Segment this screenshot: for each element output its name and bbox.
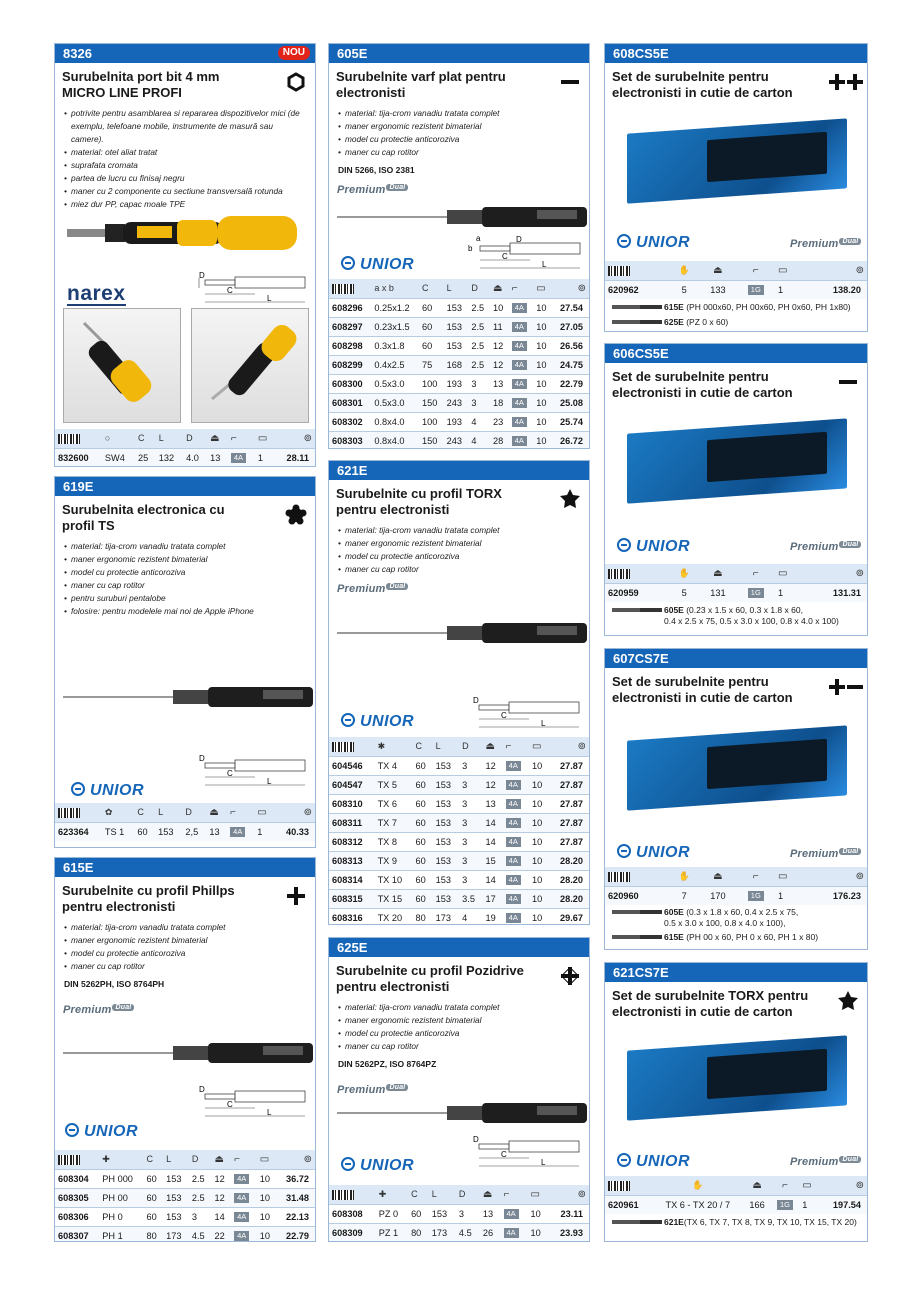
feature-list: • material: tija-crom vanadiu tratata complet • maner ergonomic rezistent bimaterial • model cu protectie anticoroziva • maner cu cap rotitor bbox=[329, 995, 589, 1053]
title-line-2: MICRO LINE PROFI bbox=[62, 85, 182, 100]
narex-logo: narex bbox=[67, 282, 126, 305]
feature-list: • material: tija-crom vanadiu tratata complet • maner ergonomic rezistent bimaterial • model cu protectie anticoroziva • maner cu cap rotitor • pentru suruburi pentalobe • folosire: pentru modelele mai noi de Apple iPhone bbox=[55, 534, 315, 618]
product-title: Surubelnite cu profil Phillps pentru electronisti bbox=[55, 877, 315, 915]
din-standard: DIN 5262PZ, ISO 8764PZ bbox=[338, 1059, 437, 1069]
set-box-image bbox=[627, 725, 847, 810]
weight-icon: ⏏ bbox=[207, 429, 228, 448]
dimension-diagram bbox=[195, 272, 310, 306]
unior-logo: UNIOR bbox=[617, 234, 690, 252]
feature-list bbox=[55, 101, 315, 211]
feature-list: • material: tija-crom vanadiu tratata complet • maner ergonomic rezistent bimaterial • model cu protectie anticoroziva • maner cu cap rotitor bbox=[55, 915, 315, 973]
new-badge: NOU bbox=[278, 46, 310, 60]
unior-logo: UNIOR bbox=[71, 782, 144, 800]
torx-icon bbox=[559, 488, 581, 510]
table-row: 608302 0.8x4.0 100 193 4 23 4A 10 25.74 bbox=[329, 412, 589, 431]
table-row: 608311 TX 7 60 153 3 14 4A 10 27.87 bbox=[329, 813, 589, 832]
svg-text:C: C bbox=[227, 769, 233, 778]
screwdriver-image bbox=[337, 618, 587, 648]
svg-text:D: D bbox=[199, 1086, 205, 1094]
premium-dual-logo: Premium Dual bbox=[790, 238, 861, 250]
set-table: ✋ ⏏ ⌐ ▭ ⊚ 620962 5 133 1G 1 138.20 bbox=[605, 261, 867, 299]
table-row: 608296 0.25x1.2 60 153 2.5 10 4A 10 27.54 bbox=[329, 298, 589, 317]
svg-text:D: D bbox=[199, 755, 205, 763]
table-row: 608305 PH 00 60 153 2.5 12 4A 10 31.48 bbox=[55, 1188, 315, 1207]
card-code: 625E bbox=[329, 938, 589, 957]
table-row: 608304 PH 000 60 153 2.5 12 4A 10 36.72 bbox=[55, 1169, 315, 1188]
premium-dual-logo: Premium Dual bbox=[790, 848, 861, 860]
premium-dual-logo: Premium Dual bbox=[337, 1084, 408, 1096]
count-icon: ✋ bbox=[669, 261, 699, 280]
table-row: 832600 SW4 25 132 4.0 13 4A 1 28.11 bbox=[55, 448, 315, 467]
screwdriver-image bbox=[63, 1038, 313, 1068]
table-row: 608313 TX 9 60 153 3 15 4A 10 28.20 bbox=[329, 851, 589, 870]
card-606CS5E bbox=[604, 343, 868, 636]
table-row: 608303 0.8x4.0 150 243 4 28 4A 10 26.72 bbox=[329, 431, 589, 449]
dim-d-label: D bbox=[199, 272, 205, 280]
table-row: 620961 TX 6 - TX 20 / 7 166 1G 1 197.54 bbox=[605, 1195, 867, 1214]
table-row: 608309 PZ 1 80 173 4.5 26 4A 10 23.93 bbox=[329, 1223, 589, 1242]
feature-item: • maner cu 2 componente cu sectiune transversală rotunda bbox=[64, 185, 307, 198]
card-605E bbox=[328, 43, 590, 449]
product-title: Set de surubelnite TORX pentru electronisti in cutie de carton bbox=[605, 982, 867, 1020]
col-d: D bbox=[183, 429, 207, 448]
slotted-icon bbox=[559, 71, 581, 93]
screwdriver-image bbox=[337, 202, 587, 232]
card-code: 606CS5E bbox=[605, 344, 867, 363]
product-title: Surubelnite cu profil Pozidrive pentru electronisti bbox=[329, 957, 589, 995]
table-row: 608306 PH 0 60 153 3 14 4A 10 22.13 bbox=[55, 1207, 315, 1226]
table-header bbox=[55, 429, 315, 448]
dim-l-label: L bbox=[267, 294, 272, 303]
pack-icon: ⌐ bbox=[228, 429, 255, 448]
bit-holder-screwdriver-image bbox=[67, 212, 307, 256]
card-code: 608CS5E bbox=[605, 44, 867, 63]
set-box-image bbox=[627, 118, 847, 203]
card-code: 607CS7E bbox=[605, 649, 867, 668]
product-title: Surubelnita electronica cu profil TS bbox=[55, 496, 315, 534]
card-code: 615E bbox=[55, 858, 315, 877]
premium-dual-logo: Premium Dual bbox=[337, 583, 408, 595]
svg-text:D: D bbox=[473, 1136, 479, 1144]
product-photo-1 bbox=[63, 308, 181, 423]
set-table: ✋ ⏏ ⌐ ▭ ⊚ 620960 7 170 1G 1 176.23 bbox=[605, 867, 867, 905]
set-contents: 605E (0.23 x 1.5 x 60, 0.3 x 1.8 x 60, 0.4 x 2.5 x 75, 0.5 x 3.0 x 100, 0.8 x 4.0 x 100) bbox=[605, 605, 867, 627]
card-607CS7E bbox=[604, 648, 868, 950]
premium-dual-logo: Premium Dual bbox=[790, 1156, 861, 1168]
unior-logo: UNIOR bbox=[341, 713, 414, 731]
card-8326 bbox=[54, 43, 316, 467]
table-row: 608299 0.4x2.5 75 168 2.5 12 4A 10 24.75 bbox=[329, 355, 589, 374]
card-621CS7E bbox=[604, 962, 868, 1242]
card-code: 621CS7E bbox=[605, 963, 867, 982]
product-title bbox=[55, 63, 315, 101]
svg-text:L: L bbox=[541, 719, 546, 728]
pieces-icon: ▭ bbox=[255, 429, 275, 448]
set-box-image bbox=[627, 418, 847, 503]
table-row: 608308 PZ 0 60 153 3 13 4A 10 23.11 bbox=[329, 1204, 589, 1223]
svg-text:D: D bbox=[473, 697, 479, 705]
unior-logo: UNIOR bbox=[617, 538, 690, 556]
set-table: ✋ ⏏ ⌐ ▭ ⊚ 620959 5 131 1G 1 131.31 bbox=[605, 564, 867, 602]
dimension-diagram bbox=[195, 1086, 310, 1120]
phillips-slotted-icon bbox=[829, 676, 863, 698]
product-table: ✚ C L D ⏏ ⌐ ▭ ⊚ 608308 PZ 0 60 153 3 13 4A 10 23.11 608309 PZ 1 80 173 4.5 26 4A 10 23.93 bbox=[329, 1185, 589, 1242]
table-row: 608310 TX 6 60 153 3 13 4A 10 27.87 bbox=[329, 794, 589, 813]
product-table: ✱ C L D ⏏ ⌐ ▭ ⊚ 604546 TX 4 60 153 3 12 4A 10 27.87 604547 TX 5 60 153 3 12 4A 10 27.87 608310 TX 6 60 153 3 13 4A 10 27.87 608311 TX 7 60 153 3 14 4A 10 27.87 608312 TX 8 60 153 3 14 4A 10 27.87 608313 TX 9 60 153 3 15 4A 10 28.20 608314 TX 10 60 153 3 14 4A 10 28.20 608315 TX 15 60 153 3.5 17 4A 10 28.20 608316 TX 20 80 173 4 19 4A 10 29.67 bbox=[329, 737, 589, 925]
slotted-icon bbox=[837, 371, 859, 393]
unior-logo: UNIOR bbox=[341, 256, 414, 274]
product-table: ✿ C L D ⏏ ⌐ ▭ ⊚ 623364 TS 1 60 153 2,5 13 4A 1 40.33 bbox=[55, 803, 315, 841]
din-standard: DIN 5266, ISO 2381 bbox=[338, 165, 415, 175]
svg-text:L: L bbox=[542, 260, 547, 269]
product-code: 8326 bbox=[63, 46, 92, 61]
title-line-1: Surubelnita port bit 4 mm bbox=[62, 69, 220, 84]
card-code bbox=[55, 44, 315, 63]
svg-text:C: C bbox=[501, 711, 507, 720]
torx-head-icon: ✱ bbox=[375, 737, 413, 756]
product-table bbox=[55, 429, 315, 467]
table-row: 608307 PH 1 80 173 4.5 22 4A 10 22.79 bbox=[55, 1226, 315, 1242]
unior-logo: UNIOR bbox=[341, 1157, 414, 1175]
table-row: 620962 5 133 1G 1 138.20 bbox=[605, 280, 867, 299]
dim-c-label: C bbox=[227, 286, 233, 295]
barcode-icon bbox=[55, 429, 102, 448]
product-table: a x b C L D ⏏ ⌐ ▭ ⊚ 608296 0.25x1.2 60 153 2.5 10 4A 10 27.54 608297 0.23x1.5 60 153 2.5 11 4A 10 27.05 608298 0.3x1.8 60 153 2.5 12 4A 10 26.56 608299 0.4x2.5 75 168 2.5 12 4A 10 24.75 608300 0.5x3.0 100 193 3 13 4A 10 22.79 608301 0.5x3.0 150 243 3 18 4A 10 25.08 608302 0.8x4.0 100 193 4 23 4A 10 25.74 608303 0.8x4.0 150 243 4 28 4A 10 26.72 bbox=[329, 279, 589, 449]
price-icon: ⊚ bbox=[275, 429, 315, 448]
set-contents: 621E(TX 6, TX 7, TX 8, TX 9, TX 10, TX 15, TX 20) bbox=[605, 1217, 867, 1228]
table-row: 608315 TX 15 60 153 3.5 17 4A 10 28.20 bbox=[329, 889, 589, 908]
product-title: Set de surubelnite pentru electronisti in cutie de carton bbox=[605, 668, 867, 706]
pozidrive-head-icon: ✚ bbox=[376, 1185, 408, 1204]
svg-text:b: b bbox=[468, 244, 473, 253]
product-title: Set de surubelnite pentru electronisti in cutie de carton bbox=[605, 363, 867, 401]
product-title: Surubelnite cu profil TORX pentru electronisti bbox=[329, 480, 589, 518]
table-row: 608314 TX 10 60 153 3 14 4A 10 28.20 bbox=[329, 870, 589, 889]
pozidrive-icon bbox=[559, 965, 581, 987]
screwdriver-image bbox=[337, 1098, 587, 1128]
card-code: 621E bbox=[329, 461, 589, 480]
set-contents: 615E (PH 000x60, PH 00x60, PH 0x60, PH 1x80) 625E (PZ 0 x 60) bbox=[605, 302, 867, 328]
svg-text:C: C bbox=[501, 1150, 507, 1159]
table-row: 608312 TX 8 60 153 3 14 4A 10 27.87 bbox=[329, 832, 589, 851]
table-row: 608297 0.23x1.5 60 153 2.5 11 4A 10 27.05 bbox=[329, 317, 589, 336]
feature-list: • material: tija-crom vanadiu tratata complet • maner ergonomic rezistent bimaterial • model cu protectie anticoroziva • maner cu cap rotitor bbox=[329, 101, 589, 159]
feature-item: • partea de lucru cu finisaj negru bbox=[64, 172, 307, 185]
phillips-head-icon: ✚ bbox=[99, 1150, 143, 1169]
feature-item: • miez dur PP, capac moale TPE bbox=[64, 198, 307, 211]
torx-icon bbox=[837, 990, 859, 1012]
product-photo-2 bbox=[191, 308, 309, 423]
feature-item: • material: otel aliat tratat bbox=[64, 146, 307, 159]
dimension-diagram bbox=[469, 1136, 584, 1170]
table-row: 608301 0.5x3.0 150 243 3 18 4A 10 25.08 bbox=[329, 393, 589, 412]
card-615E bbox=[54, 857, 316, 1242]
dimension-diagram bbox=[469, 697, 584, 731]
premium-dual-logo: Premium Dual bbox=[337, 184, 408, 196]
col-l: L bbox=[156, 429, 183, 448]
table-row: 604546 TX 4 60 153 3 12 4A 10 27.87 bbox=[329, 756, 589, 775]
table-row: 608298 0.3x1.8 60 153 2.5 12 4A 10 26.56 bbox=[329, 336, 589, 355]
phillips-icon bbox=[285, 885, 307, 907]
svg-text:C: C bbox=[502, 252, 508, 261]
pentalobe-icon bbox=[285, 504, 307, 526]
svg-text:C: C bbox=[227, 1100, 233, 1109]
set-contents: 605E (0.3 x 1.8 x 60, 0.4 x 2.5 x 75, 0.5 x 3.0 x 100, 0.8 x 4.0 x 100), 615E (PH 00 x 60, PH 0 x 60, PH 1 x 80) bbox=[605, 907, 867, 943]
feature-list: • material: tija-crom vanadiu tratata complet • maner ergonomic rezistent bimaterial • model cu protectie anticoroziva • maner cu cap rotitor bbox=[329, 518, 589, 576]
set-table: ✋ ⏏ ⌐ ▭ ⊚ 620961 TX 6 - TX 20 / 7 166 1G 1 197.54 bbox=[605, 1176, 867, 1214]
unior-logo: UNIOR bbox=[617, 1153, 690, 1171]
table-row: 608316 TX 20 80 173 4 19 4A 10 29.67 bbox=[329, 908, 589, 925]
dimension-diagram bbox=[464, 234, 584, 272]
table-row: 620960 7 170 1G 1 176.23 bbox=[605, 886, 867, 905]
svg-text:L: L bbox=[541, 1158, 546, 1167]
svg-text:L: L bbox=[267, 1108, 272, 1117]
set-box-image bbox=[627, 1035, 847, 1120]
premium-dual-logo: Premium Dual bbox=[63, 1004, 134, 1016]
card-code: 605E bbox=[329, 44, 589, 63]
product-table: ✚ C L D ⏏ ⌐ ▭ ⊚ 608304 PH 000 60 153 2.5 12 4A 10 36.72 608305 PH 00 60 153 2.5 12 4A 10 31.48 608306 PH 0 60 153 3 14 4A 10 22.13 608307 PH 1 80 173 4.5 22 4A 10 22.79 bbox=[55, 1150, 315, 1242]
svg-text:a: a bbox=[476, 234, 481, 243]
table-row: 608300 0.5x3.0 100 193 3 13 4A 10 22.79 bbox=[329, 374, 589, 393]
product-title: Surubelnite varf plat pentru electronisti bbox=[329, 63, 589, 101]
unior-logo: UNIOR bbox=[65, 1123, 138, 1141]
card-621E bbox=[328, 460, 590, 925]
phillips-pozidrive-icon bbox=[829, 71, 863, 93]
hex-profile-icon bbox=[285, 71, 307, 93]
feature-item: • suprafata cromata bbox=[64, 159, 307, 172]
unior-logo: UNIOR bbox=[617, 844, 690, 862]
svg-text:D: D bbox=[516, 235, 522, 244]
card-625E bbox=[328, 937, 590, 1242]
table-row: 623364 TS 1 60 153 2,5 13 4A 1 40.33 bbox=[55, 822, 315, 841]
card-code: 619E bbox=[55, 477, 315, 496]
card-619E bbox=[54, 476, 316, 848]
dimension-diagram bbox=[195, 755, 310, 789]
product-title: Set de surubelnite pentru electronisti in cutie de carton bbox=[605, 63, 867, 101]
svg-text:L: L bbox=[267, 777, 272, 786]
card-608CS5E bbox=[604, 43, 868, 332]
feature-item: • potrivite pentru asamblarea si repararea dispozitivelor mici (de exemplu, telefoane mobile, instrumente de masură sau camere). bbox=[64, 107, 307, 146]
pentalobe-head-icon: ✿ bbox=[102, 803, 134, 822]
table-row: 620959 5 131 1G 1 131.31 bbox=[605, 583, 867, 602]
premium-dual-logo: Premium Dual bbox=[790, 541, 861, 553]
hex-head-icon: ○ bbox=[102, 429, 135, 448]
table-row: 604547 TX 5 60 153 3 12 4A 10 27.87 bbox=[329, 775, 589, 794]
din-standard: DIN 5262PH, ISO 8764PH bbox=[64, 979, 165, 989]
col-c: C bbox=[135, 429, 156, 448]
screwdriver-image bbox=[63, 682, 313, 712]
